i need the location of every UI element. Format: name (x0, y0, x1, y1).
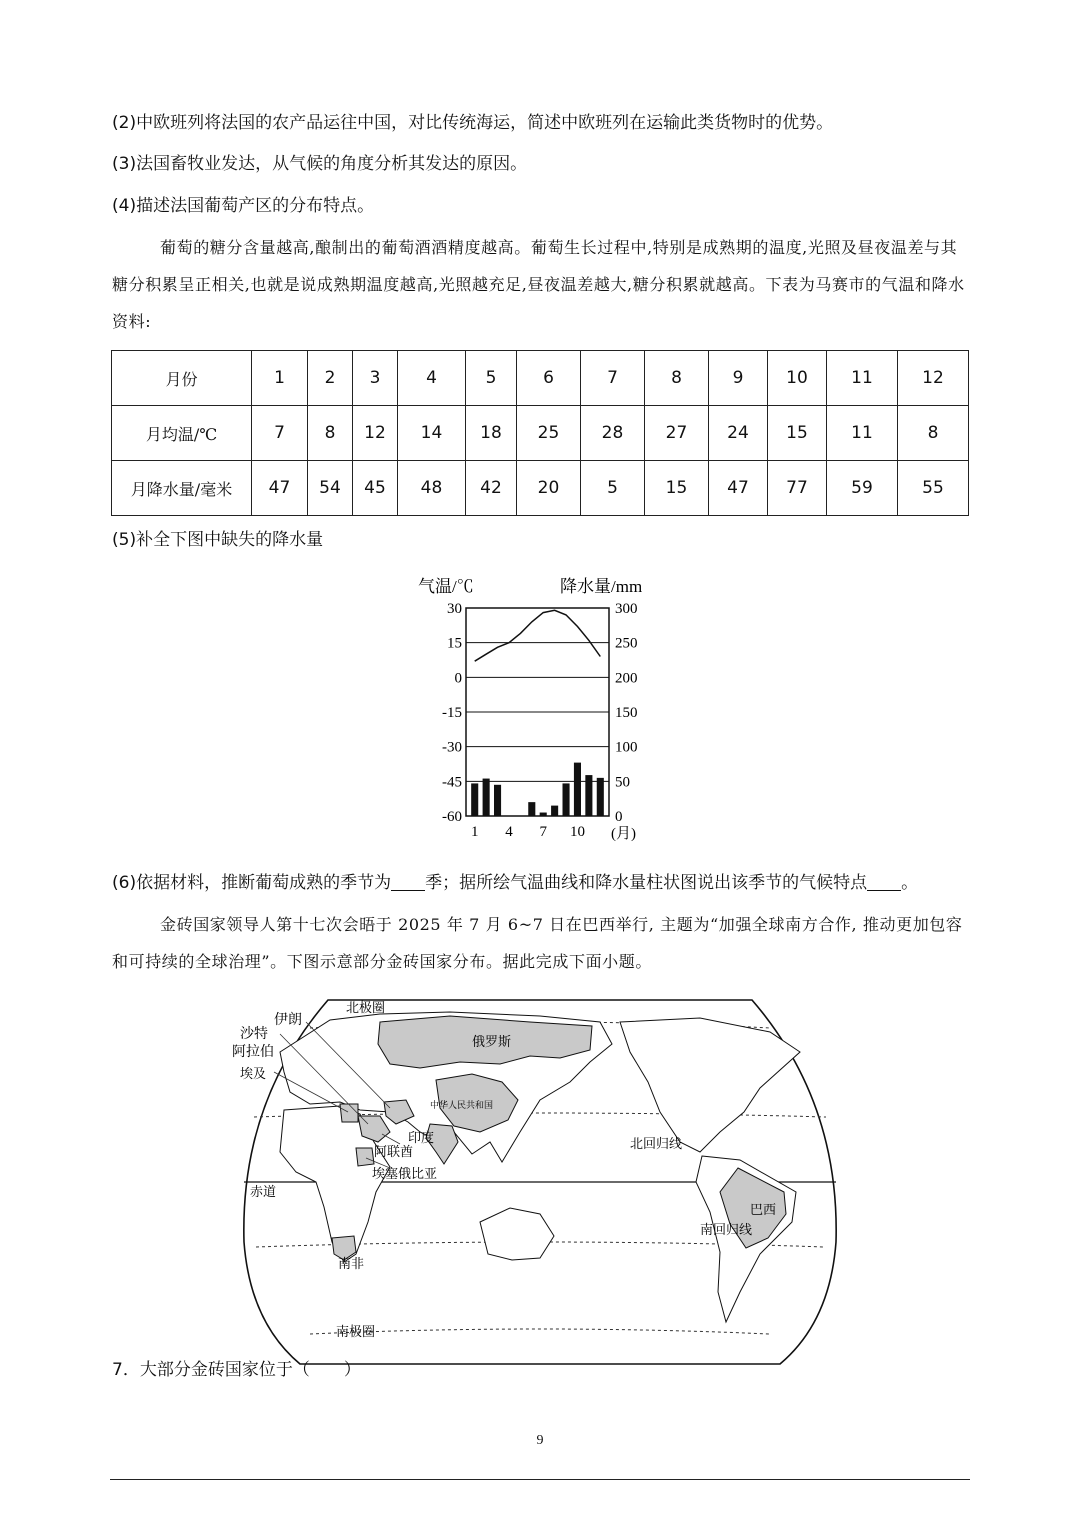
y-right-tick-label: 50 (615, 774, 630, 791)
label-india: 印度 (408, 1130, 435, 1145)
table-cell: 3 (353, 351, 398, 406)
y-left-tick-label: 15 (447, 635, 462, 652)
x-tick-label: 7 (539, 824, 547, 840)
table-cell: 4 (398, 351, 466, 406)
y-left-tick-label: 0 (454, 670, 462, 687)
precipitation-bar (494, 785, 501, 816)
table-cell: 14 (398, 406, 466, 461)
table-cell: 12 (898, 351, 969, 406)
grape-paragraph-text: 葡萄的糖分含量越高,酿制出的葡萄酒酒精度越高。葡萄生长过程中,特别是成熟期的温度,光照及昼夜温差与其糖分积累呈正相关,也就是说成熟期温度越高,光照越充足,昼夜温差越大,糖分积累就越高。下表为马赛市的气温和降水资料: (112, 238, 965, 331)
table-cell: 25 (517, 406, 581, 461)
table-cell: 54 (308, 461, 353, 516)
y-left-tick-label: 30 (447, 601, 462, 617)
label-south-africa: 南非 (338, 1256, 365, 1271)
question-6-part-b: 季；据所绘气温曲线和降水量柱状图说出该季节的气候特点 (425, 873, 868, 893)
table-cell: 11 (827, 406, 898, 461)
table-cell: 24 (709, 406, 768, 461)
table-cell: 10 (768, 351, 827, 406)
table-cell: 2 (308, 351, 353, 406)
question-2: (2)中欧班列将法国的农产品运往中国，对比传统海运，简述中欧班列在运输此类货物时的优势。 (112, 113, 834, 133)
table-cell: 28 (581, 406, 645, 461)
table-cell: 8 (898, 406, 969, 461)
y-right-tick-label: 150 (615, 705, 638, 721)
row-header: 月份 (112, 351, 252, 406)
precipitation-bar (528, 802, 535, 816)
y-right-tick-label: 100 (615, 739, 638, 756)
table-cell: 45 (353, 461, 398, 516)
temperature-curve (475, 610, 601, 661)
precipitation-bar (551, 806, 558, 816)
label-ethiopia: 埃塞俄比亚 (372, 1166, 438, 1181)
x-tick-label: 10 (569, 824, 585, 840)
y-left-tick-label: -30 (442, 739, 462, 756)
table-cell: 1 (252, 351, 308, 406)
footer-divider (110, 1479, 970, 1480)
label-saudi-2: 阿拉伯 (232, 1045, 274, 1060)
table-cell: 42 (466, 461, 517, 516)
row-header: 月降水量/毫米 (112, 461, 252, 516)
table-cell: 7 (581, 351, 645, 406)
question-5: (5)补全下图中缺失的降水量 (112, 530, 324, 550)
climate-table (111, 350, 969, 516)
label-brazil: 巴西 (750, 1202, 777, 1217)
label-china: 中华人民共和国 (430, 1100, 494, 1110)
grape-paragraph (112, 229, 972, 340)
label-tropic-cancer: 北回归线 (630, 1136, 683, 1151)
precipitation-bar (585, 775, 592, 816)
precipitation-bar (563, 783, 570, 816)
question-3: (3)法国畜牧业发达，从气候的角度分析其发达的原因。 (112, 154, 528, 174)
y-right-tick-label: 250 (615, 635, 638, 652)
chart-title-right: 降水量/mm (560, 577, 643, 596)
label-uae: 阿联酋 (374, 1144, 414, 1159)
question-7: 7．大部分金砖国家位于（ ） (112, 1360, 361, 1380)
table-cell: 9 (709, 351, 768, 406)
table-cell: 5 (466, 351, 517, 406)
question-4: (4)描述法国葡萄产区的分布特点。 (112, 196, 375, 216)
precipitation-bar (483, 779, 490, 816)
table-row (112, 406, 969, 461)
label-iran: 伊朗 (274, 1013, 302, 1028)
country-egypt (340, 1104, 358, 1122)
table-cell: 5 (581, 461, 645, 516)
label-tropic-capricorn: 南回归线 (700, 1222, 753, 1237)
table-cell: 12 (353, 406, 398, 461)
question-6 (112, 872, 918, 894)
table-cell: 11 (827, 351, 898, 406)
page-number: 9 (536, 1433, 544, 1448)
table-cell: 59 (827, 461, 898, 516)
table-cell: 6 (517, 351, 581, 406)
table-cell: 18 (466, 406, 517, 461)
y-left-tick-label: -45 (442, 774, 462, 791)
label-equator: 赤道 (250, 1184, 277, 1199)
brics-paragraph (112, 906, 972, 980)
table-cell: 55 (898, 461, 969, 516)
precipitation-bar (471, 783, 478, 816)
y-left-tick-label: -60 (442, 809, 462, 825)
row-header: 月均温/℃ (112, 406, 252, 461)
country-ethiopia (356, 1148, 374, 1166)
question-6-part-a: (6)依据材料，推断葡萄成熟的季节为 (112, 873, 392, 893)
table-row (112, 461, 969, 516)
chart-title-left: 气温/℃ (418, 577, 474, 596)
table-cell: 8 (308, 406, 353, 461)
table-cell: 48 (398, 461, 466, 516)
label-south-polar: 南极圈 (336, 1324, 376, 1339)
table-cell: 27 (645, 406, 709, 461)
table-cell: 8 (645, 351, 709, 406)
x-unit-label: (月) (611, 826, 636, 842)
brics-paragraph-text: 金砖国家领导人第十七次会晤于 2025 年 7 月 6~7 日在巴西举行, 主题为“加强全球南方合作, 推动更加包容和可持续的全球治理”。下图示意部分金砖国家分布。据此完成下面小题。 (112, 915, 963, 971)
table-row (112, 351, 969, 406)
table-cell: 47 (252, 461, 308, 516)
brics-world-map (232, 992, 840, 1370)
label-north-polar: 北极圈 (346, 1000, 386, 1015)
precipitation-bar (597, 778, 604, 816)
y-right-tick-label: 0 (615, 809, 623, 825)
y-right-tick-label: 300 (615, 601, 638, 617)
table-cell: 15 (768, 406, 827, 461)
y-left-tick-label: -15 (442, 705, 462, 721)
label-saudi: 沙特 (240, 1027, 268, 1042)
table-cell: 47 (709, 461, 768, 516)
label-egypt: 埃及 (240, 1066, 267, 1081)
table-cell: 20 (517, 461, 581, 516)
label-russia: 俄罗斯 (472, 1034, 512, 1049)
question-6-part-c: 。 (901, 873, 919, 893)
table-cell: 15 (645, 461, 709, 516)
answer-blank-season[interactable] (391, 872, 425, 891)
precipitation-bar (574, 763, 581, 816)
climate-chart (400, 570, 670, 850)
x-tick-label: 1 (470, 824, 479, 840)
x-tick-label: 4 (505, 824, 513, 840)
y-right-tick-label: 200 (615, 670, 638, 687)
table-cell: 77 (768, 461, 827, 516)
table-cell: 7 (252, 406, 308, 461)
answer-blank-features[interactable] (867, 872, 901, 891)
